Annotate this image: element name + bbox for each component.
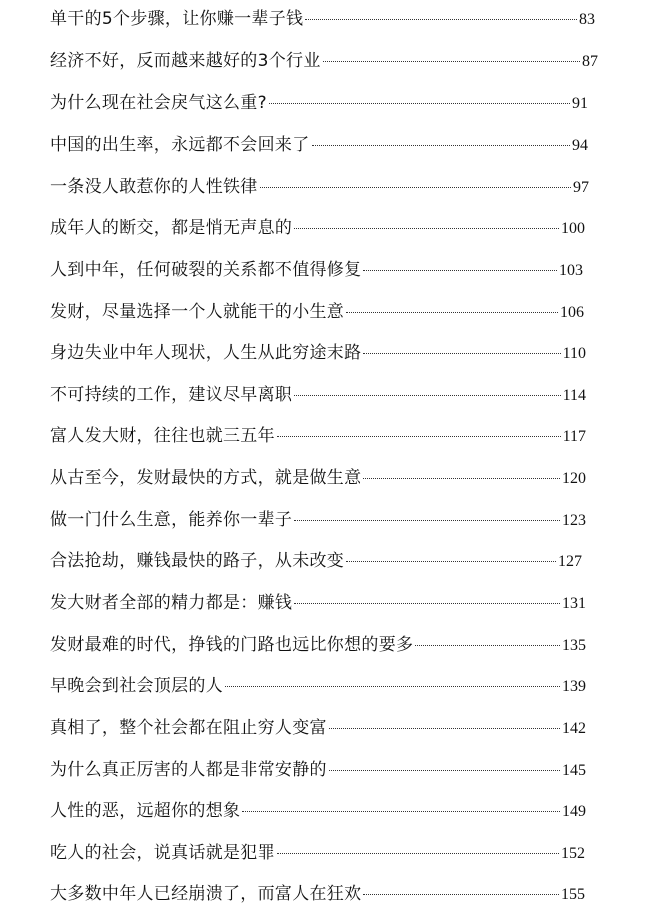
toc-page-number: 100 [561,220,585,237]
toc-entry-title: 吃人的社会，说真话就是犯罪 [50,843,275,863]
toc-dot-leader [363,478,560,479]
toc-page-number: 94 [572,137,588,154]
toc-entry-title: 单干的5个步骤，让你赚一辈子钱 [50,9,304,29]
toc-dot-leader [346,312,558,313]
toc-entry[interactable] [50,838,585,866]
toc-dot-leader [346,561,556,562]
toc-dot-leader [294,228,559,229]
toc-dot-leader [363,270,557,271]
toc-dot-leader [277,436,561,437]
toc-entry[interactable] [50,755,586,783]
toc-page-number: 149 [562,803,586,820]
toc-entry-title: 富人发大财，往往也就三五年 [50,426,275,446]
toc-entry[interactable] [50,505,586,533]
toc-dot-leader [363,894,559,895]
toc-entry[interactable] [50,671,586,699]
toc-entry[interactable] [50,172,589,200]
toc-dot-leader [242,811,560,812]
toc-entry[interactable] [50,796,586,824]
toc-entry-title: 一条没人敢惹你的人性铁律 [50,177,258,197]
toc-dot-leader [294,395,560,396]
toc-page-number: 152 [561,845,585,862]
toc-entry[interactable] [50,46,598,74]
toc-page-number: 131 [562,595,586,612]
toc-dot-leader [225,686,560,687]
toc-dot-leader [312,145,571,146]
toc-dot-leader [277,853,559,854]
toc-entry[interactable] [50,421,586,449]
toc-page-number: 142 [562,720,586,737]
toc-entry-title: 合法抢劫，赚钱最快的路子，从未改变 [50,551,345,571]
toc-entry[interactable] [50,463,586,491]
toc-page-number: 135 [562,637,586,654]
toc-entry-title: 经济不好，反而越来越好的3个行业 [50,51,321,71]
toc-entry[interactable] [50,213,585,241]
toc-dot-leader [363,353,560,354]
toc-entry-title: 不可持续的工作，建议尽早离职 [50,385,293,405]
toc-entry-title: 真相了，整个社会都在阻止穷人变富 [50,718,327,738]
toc-page-number: 97 [573,179,589,196]
toc-page-number: 120 [562,470,586,487]
toc-dot-leader [415,645,560,646]
toc-entry[interactable] [50,297,584,325]
toc-entry-title: 早晚会到社会顶层的人 [50,676,223,696]
toc-dot-leader [260,187,571,188]
toc-dot-leader [305,19,577,20]
toc-entry-title: 人性的恶，远超你的想象 [50,801,241,821]
toc-page-number: 103 [559,262,583,279]
toc-entry[interactable] [50,588,586,616]
toc-dot-leader [329,770,560,771]
toc-entry[interactable] [50,713,586,741]
toc-page-number: 123 [562,512,586,529]
toc-dot-leader [294,520,560,521]
toc-page-number: 114 [562,387,586,404]
toc-entry-title: 身边失业中年人现状，人生从此穷途末路 [50,343,362,363]
toc-entry-title: 为什么真正厉害的人都是非常安静的 [50,760,327,780]
toc-page-number: 110 [562,345,586,362]
toc-dot-leader [269,103,570,104]
toc-page-number: 139 [562,678,586,695]
toc-entry[interactable] [50,255,583,283]
toc-entry[interactable] [50,546,582,574]
toc-page-number: 155 [561,886,585,903]
toc-entry[interactable] [50,380,586,408]
toc-dot-leader [323,61,580,62]
toc-entry[interactable] [50,338,586,366]
toc-entry-title: 发财，尽量选择一个人就能干的小生意 [50,302,345,322]
toc-page-number: 117 [562,428,586,445]
toc-entry[interactable] [50,130,588,158]
toc-page-number: 106 [560,304,584,321]
toc-dot-leader [294,603,560,604]
toc-page-number: 127 [558,553,582,570]
toc-entry-title: 为什么现在社会戾气这么重? [50,93,267,113]
toc-page-number: 83 [579,11,595,28]
toc-entry-title: 成年人的断交，都是悄无声息的 [50,218,293,238]
toc-page-number: 91 [572,95,588,112]
toc-entry[interactable] [50,4,595,32]
toc-entry-title: 发大财者全部的精力都是：赚钱 [50,593,293,613]
toc-entry-title: 做一门什么生意，能养你一辈子 [50,510,293,530]
toc-entry[interactable] [50,879,585,907]
toc-entry-title: 大多数中年人已经崩溃了，而富人在狂欢 [50,884,362,904]
toc-page-number: 87 [582,53,598,70]
toc-page-number: 145 [562,762,586,779]
toc-entry-title: 从古至今，发财最快的方式，就是做生意 [50,468,362,488]
toc-entry-title: 中国的出生率，永远都不会回来了 [50,135,310,155]
toc-entry-title: 人到中年，任何破裂的关系都不值得修复 [50,260,362,280]
toc-entry[interactable] [50,88,588,116]
toc-entry[interactable] [50,630,586,658]
toc-dot-leader [329,728,560,729]
toc-entry-title: 发财最难的时代，挣钱的门路也远比你想的要多 [50,635,414,655]
